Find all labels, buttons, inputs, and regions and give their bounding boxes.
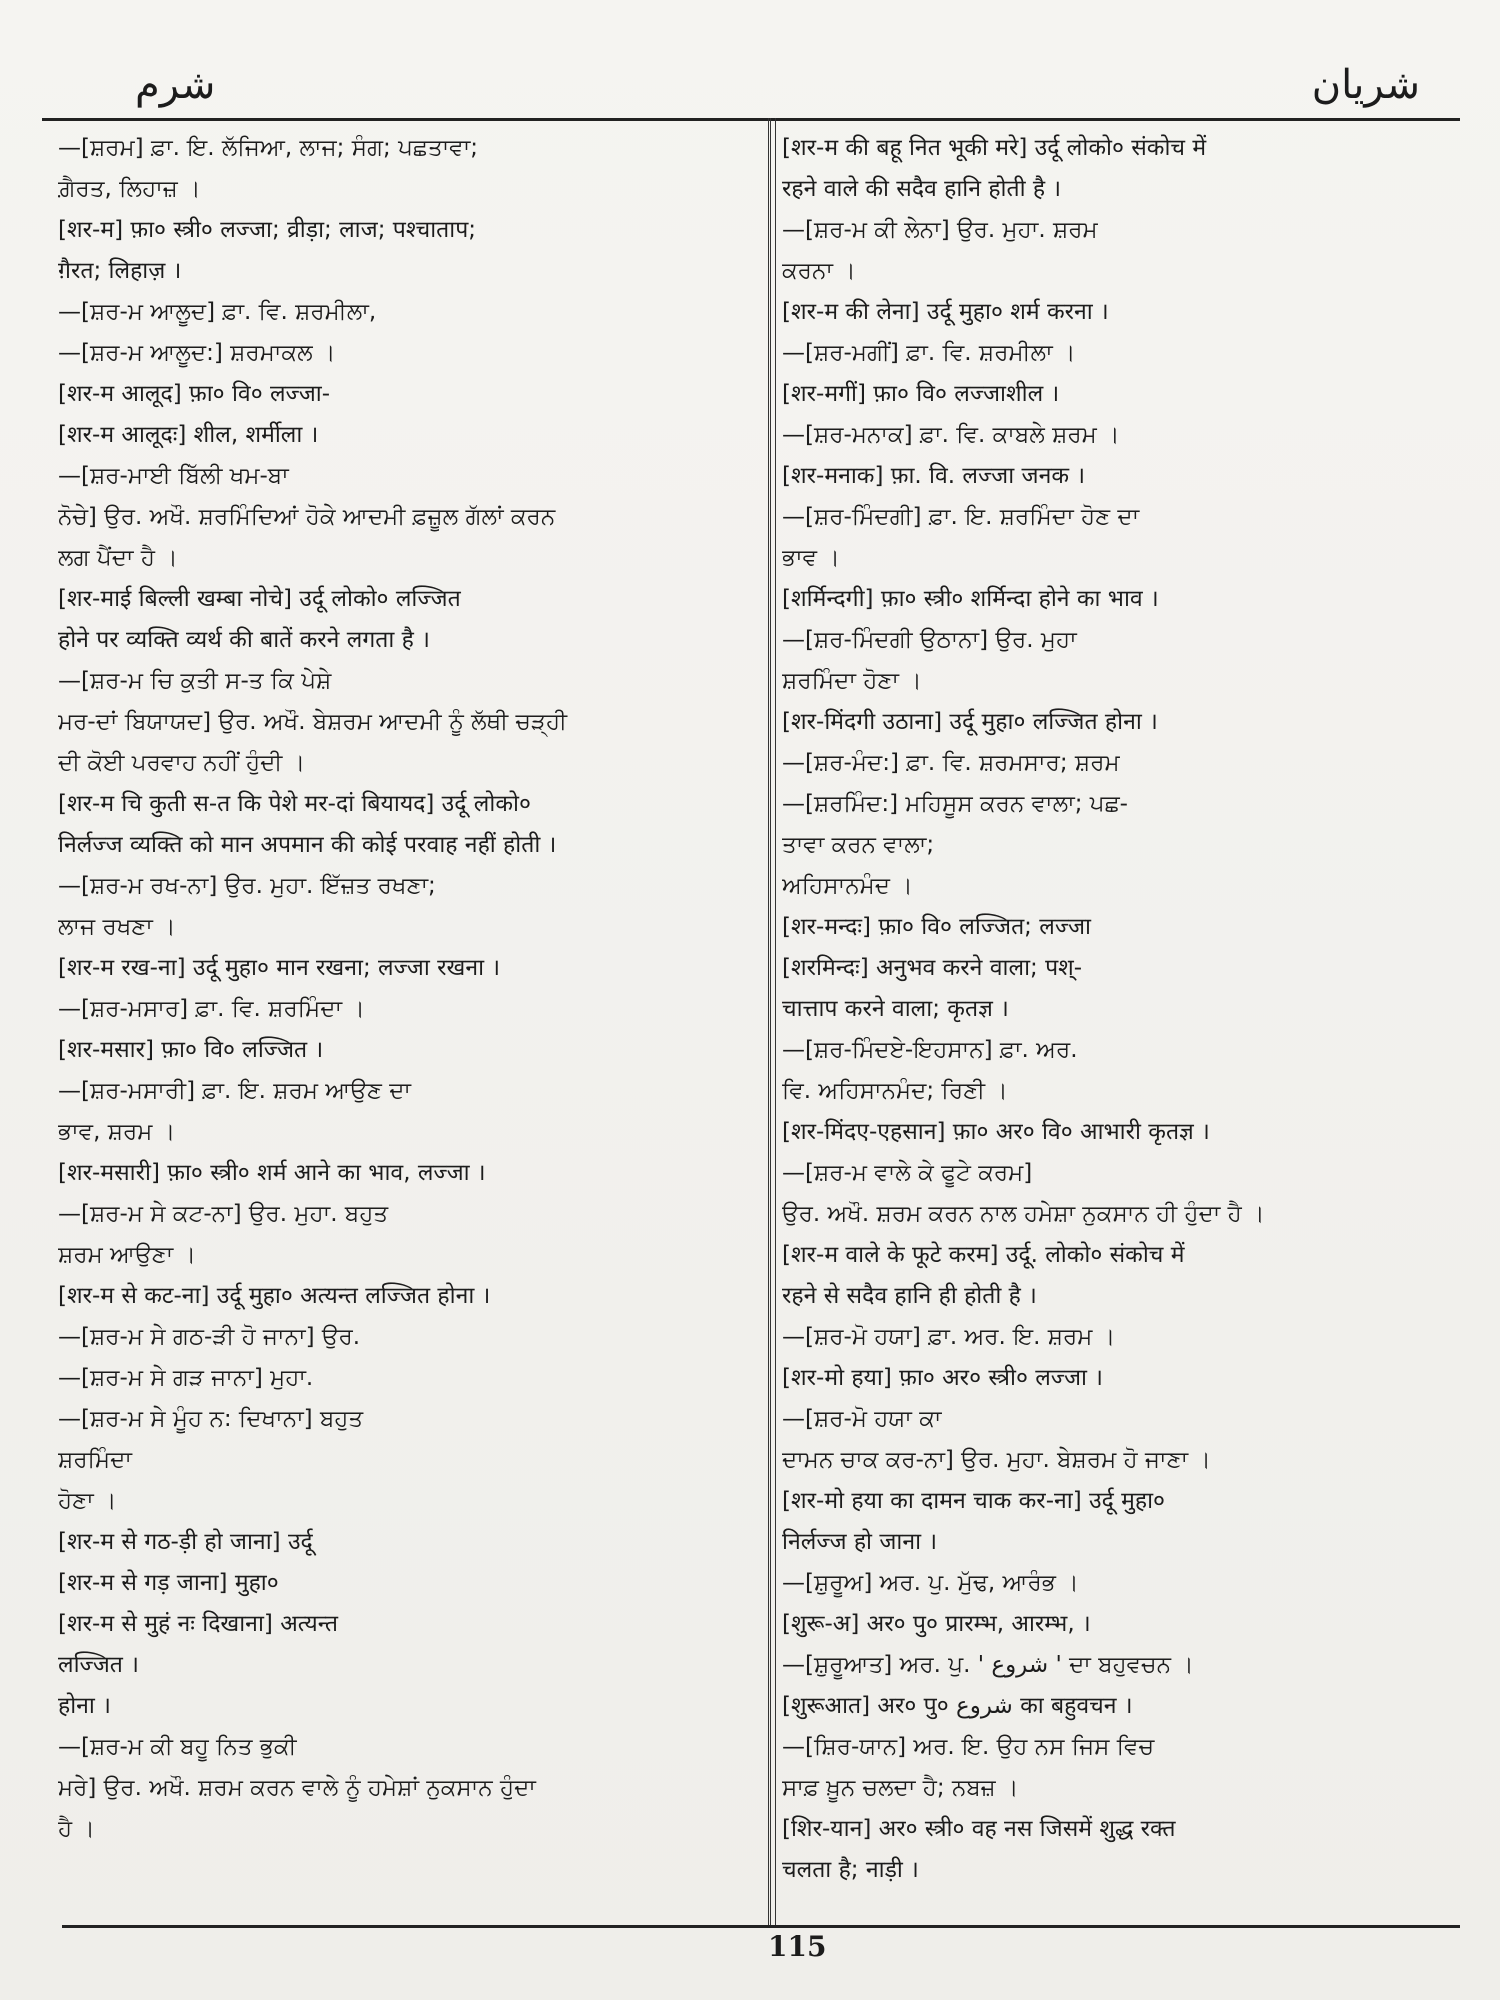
entry-line: ਲਗ ਪੈਂਦਾ ਹੈ । — [58, 545, 178, 571]
entry-line: [शर-म की लेना] उर्दू मुहा० शर्म करना । — [782, 299, 1109, 325]
entry-line: ਸ਼ਰਮਿੰਦਾ ਹੋਣਾ । — [782, 668, 922, 694]
entry-line: होना । — [58, 1693, 111, 1719]
entry-line: —[ਸ਼ਰ-ਮ ਰਖ-ਨਾ] ਉਰ. ਮੁਹਾ. ਇੱਜ਼ਤ ਰਖਣਾ; — [58, 873, 436, 899]
entry-line: ਕਰਨਾ । — [782, 258, 856, 284]
right-column — [782, 128, 1472, 1891]
entry-line: —[ਸ਼ਰ-ਮੰਦ:] ਫ਼ਾ. ਵਿ. ਸ਼ਰਮਸਾਰ; ਸ਼ਰਮ — [782, 750, 1120, 776]
entry-line: —[ਸ਼ਰ-ਮਾਈ ਬਿੱਲੀ ਖਮ-ਬਾ — [58, 463, 289, 489]
top-rule — [42, 118, 1460, 121]
entry-line: —[ਸ਼ਰਮਿੰਦ:] ਮਹਿਸੂਸ ਕਰਨ ਵਾਲਾ; ਪਛ- — [782, 791, 1128, 817]
entry-line: [शर-मिंदगी उठाना] उर्दू मुहा० लज्जित होना । — [782, 709, 1158, 735]
entry-line: —[ਸ਼ੁਰੂਆਤ] ਅਰ. ਪੁ. ' شروع ' ਦਾ ਬਹੁਵਚਨ । — [782, 1652, 1194, 1678]
entry-line: —[ਸ਼ਰ-ਮ ਸੇ ਗਠ-ੜੀ ਹੋ ਜਾਨਾ] ਉਰ. — [58, 1324, 361, 1350]
entry-line: ਸ਼ਰਮਿੰਦਾ — [58, 1447, 132, 1473]
entry-line: ਭਾਵ, ਸ਼ਰਮ । — [58, 1119, 176, 1145]
entry-line: [शर-मिंदए-एहसान] फ़ा० अर० वि० आभारी कृतज्ञ । — [782, 1119, 1210, 1145]
entry-line: [शर-मो हया का दामन चाक कर-ना] उर्दू मुहा० — [782, 1488, 1166, 1514]
entry-line: [शुरू-अ] अर० पु० प्रारम्भ, आरम्भ, । — [782, 1611, 1091, 1637]
bottom-rule — [62, 1925, 1460, 1928]
entry-line: —[ਸ਼ਰ-ਮ ਕੀ ਲੇਨਾ] ਉਰ. ਮੁਹਾ. ਸ਼ਰਮ — [782, 217, 1098, 243]
entry-line: [शर-मसार] फ़ा० वि० लज्जित । — [58, 1037, 324, 1063]
entry-line: [शर-मनाक] फ़ा. वि. लज्जा जनक । — [782, 463, 1086, 489]
entry-line: [शर-म रख-ना] उर्दू मुहा० मान रखना; लज्जा रखना । — [58, 955, 501, 981]
entry-line: [शर-माई बिल्ली खम्बा नोचे] उर्दू लोको० लज्जित — [58, 586, 461, 612]
entry-line: —[ਸ਼ਰ-ਮਗੀਂ] ਫ਼ਾ. ਵਿ. ਸ਼ਰਮੀਲਾ । — [782, 340, 1076, 366]
entry-line: —[ਸ਼ਰ-ਮ ਵਾਲੇ ਕੇ ਫੂਟੇ ਕਰਮ] — [782, 1160, 1033, 1186]
entry-line: रहने वाले की सदैव हानि होती है । — [782, 176, 1062, 202]
entry-line: [शर-म से गड़ जाना] मुहा० — [58, 1570, 279, 1596]
entry-line: ਲਾਜ ਰਖਣਾ । — [58, 914, 176, 940]
left-column — [58, 128, 748, 1850]
entry-line: —[ਸ਼ਰ-ਮਨਾਕ] ਫ਼ਾ. ਵਿ. ਕਾਬਲੇ ਸ਼ਰਮ । — [782, 422, 1120, 448]
entry-line: [शर-म से कट-ना] उर्दू मुहा० अत्यन्त लज्जित होना । — [58, 1283, 491, 1309]
entry-line: [शर-मसारी] फ़ा० स्त्री० शर्म आने का भाव, लज्जा । — [58, 1160, 486, 1186]
entry-line: लज्जित । — [58, 1652, 139, 1678]
entry-line: ਮਰ-ਦਾਂ ਬਿਯਾਯਦ] ਉਰ. ਅਖੌ. ਬੇਸ਼ਰਮ ਆਦਮੀ ਨੂੰ ਲੱਥੀ ਚੜ੍ਹੀ — [58, 709, 568, 735]
entry-line: —[ਸ਼ਰ-ਮਿੰਦਗੀ ਉਠਾਨਾ] ਉਰ. ਮੁਹਾ — [782, 627, 1077, 653]
entry-line: [शर-म आलूद] फ़ा० वि० लज्जा- — [58, 381, 331, 407]
entry-line: ग़ैरत; लिहाज़ । — [58, 258, 182, 284]
entry-line: ਗ਼ੈਰਤ, ਲਿਹਾਜ਼ । — [58, 176, 201, 202]
entry-line: [शिर-यान] अर० स्त्री० वह नस जिसमें शुद्ध रक्त — [782, 1816, 1176, 1842]
entry-line: —[ਸ਼ਰ-ਮੋ ਹਯਾ ਕਾ — [782, 1406, 942, 1432]
entry-line: [शरमिन्दः] अनुभव करने वाला; पश्- — [782, 955, 1083, 981]
entry-line: —[ਸ਼ਰ-ਮ ਚਿ ਕੁਤੀ ਸ-ਤ ਕਿ ਪੇਸ਼ੇ — [58, 668, 332, 694]
entry-line: चलता है; नाड़ी । — [782, 1857, 919, 1883]
entry-line: ਵਿ. ਅਹਿਸਾਨਮੰਦ; ਰਿਣੀ । — [782, 1078, 1008, 1104]
entry-line: ਹੈ । — [58, 1816, 95, 1842]
entry-line: [शर-म आलूदः] शील, शर्मीला । — [58, 422, 319, 448]
entry-line: [शर-मगीं] फ़ा० वि० लज्जाशील । — [782, 381, 1060, 407]
running-header-right: شریان — [1311, 62, 1420, 108]
entry-line: ਦਾਮਨ ਚਾਕ ਕਰ-ਨਾ] ਉਰ. ਮੁਹਾ. ਬੇਸ਼ਰਮ ਹੋ ਜਾਣਾ । — [782, 1447, 1211, 1473]
entry-line: [शर-म] फ़ा० स्त्री० लज्जा; व्रीड़ा; लाज; पश्चाताप; — [58, 217, 477, 243]
entry-line: —[ਸ਼ਰ-ਮ ਆਲੂਦ] ਫ਼ਾ. ਵਿ. ਸ਼ਰਮੀਲਾ, — [58, 299, 377, 325]
entry-line: रहने से सदैव हानि ही होती है । — [782, 1283, 1037, 1309]
entry-line: ਦੀ ਕੋਈ ਪਰਵਾਹ ਨਹੀਂ ਹੁੰਦੀ । — [58, 750, 306, 776]
entry-line: [शुरूआत] अर० पु० شروع का बहुवचन । — [782, 1693, 1133, 1719]
entry-line: —[ਸ਼ਰ-ਮਸਾਰੀ] ਫ਼ਾ. ਇ. ਸ਼ਰਮ ਆਉਣ ਦਾ — [58, 1078, 412, 1104]
page-number: 115 — [768, 1930, 827, 1963]
entry-line: ਮਰੇ] ਉਰ. ਅਖੌ. ਸ਼ਰਮ ਕਰਨ ਵਾਲੇ ਨੂੰ ਹਮੇਸ਼ਾਂ ਨੁਕਸਾਨ ਹੁੰਦਾ — [58, 1775, 536, 1801]
column-divider — [768, 118, 776, 1925]
entry-line: निर्लज्ज व्यक्ति को मान अपमान की कोई परवाह नहीं होती । — [58, 832, 557, 858]
entry-line: —[ਸ਼ਰ-ਮ ਸੇ ਕਟ-ਨਾ] ਉਰ. ਮੁਹਾ. ਬਹੁਤ — [58, 1201, 389, 1227]
entry-line: ਭਾਵ । — [782, 545, 840, 571]
entry-line: [शर-म की बहू नित भूकी मरे] उर्दू लोको० संकोच में — [782, 135, 1207, 161]
entry-line: —[ਸ਼ਰ-ਮਿੰਦਗੀ] ਫ਼ਾ. ਇ. ਸ਼ਰਮਿੰਦਾ ਹੋਣ ਦਾ — [782, 504, 1140, 530]
entry-line: होने पर व्यक्ति व्यर्थ की बातें करने लगता है । — [58, 627, 430, 653]
entry-line: ਅਹਿਸਾਨਮੰਦ । — [782, 873, 913, 899]
entry-line: [शर-म वाले के फूटे करम] उर्दू. लोको० संकोच में — [782, 1242, 1185, 1268]
entry-line: [शर-म चि कुती स-त कि पेशे मर-दां बियायद] उर्दू लोको० — [58, 791, 531, 817]
entry-line: ਤਾਵਾ ਕਰਨ ਵਾਲਾ; — [782, 832, 935, 858]
entry-line: [शर-मन्दः] फ़ा० वि० लज्जित; लज्जा — [782, 914, 1092, 940]
entry-line: —[ਸ਼ਰ-ਮ ਸੇ ਗੜ ਜਾਨਾ] ਮੁਹਾ. — [58, 1365, 314, 1391]
entry-line: —[ਸ਼ਰ-ਮੋ ਹਯਾ] ਫ਼ਾ. ਅਰ. ਇ. ਸ਼ਰਮ । — [782, 1324, 1116, 1350]
entry-line: निर्लज्ज हो जाना । — [782, 1529, 938, 1555]
entry-line: —[ਸ਼ਰ-ਮ ਸੇ ਮੂੰਹ ਨ: ਦਿਖਾਨਾ] ਬਹੁਤ — [58, 1406, 364, 1432]
entry-line: —[ਸ਼ਰਮ] ਫ਼ਾ. ਇ. ਲੱਜਿਆ, ਲਾਜ; ਸੰਗ; ਪਛਤਾਵਾ; — [58, 135, 479, 161]
entry-line: —[ਸ਼ਿਰ-ਯਾਨ] ਅਰ. ਇ. ਉਹ ਨਸ ਜਿਸ ਵਿਚ — [782, 1734, 1155, 1760]
entry-line: [शर-म से गठ-ड़ी हो जाना] उर्दू — [58, 1529, 313, 1555]
entry-line: —[ਸ਼ਰ-ਮ ਕੀ ਬਹੂ ਨਿਤ ਭੁਕੀ — [58, 1734, 297, 1760]
entry-line: ਸ਼ਰਮ ਆਉਣਾ । — [58, 1242, 197, 1268]
entry-line: —[ਸ਼ਰ-ਮ ਆਲੂਦ:] ਸ਼ਰਮਾਕਲ । — [58, 340, 336, 366]
entry-line: ਸਾਫ਼ ਖ਼ੂਨ ਚਲਦਾ ਹੈ; ਨਬਜ਼ । — [782, 1775, 1019, 1801]
entry-line: ਉਰ. ਅਖੌ. ਸ਼ਰਮ ਕਰਨ ਨਾਲ ਹਮੇਸ਼ਾ ਨੁਕਸਾਨ ਹੀ ਹੁੰਦਾ ਹੈ । — [782, 1201, 1265, 1227]
running-header-left: شرم — [135, 62, 216, 108]
entry-line: [शर्मिन्दगी] फ़ा० स्त्री० शर्मिन्दा होने का भाव । — [782, 586, 1159, 612]
entry-line: ਹੋਣਾ । — [58, 1488, 117, 1514]
entry-line: —[ਸ਼ੁਰੂਅ] ਅਰ. ਪੁ. ਮੁੱਢ, ਆਰੰਭ । — [782, 1570, 1079, 1596]
entry-line: —[ਸ਼ਰ-ਮਸਾਰ] ਫ਼ਾ. ਵਿ. ਸ਼ਰਮਿੰਦਾ । — [58, 996, 365, 1022]
entry-line: [शर-मो हया] फ़ा० अर० स्त्री० लज्जा । — [782, 1365, 1104, 1391]
entry-line: —[ਸ਼ਰ-ਮਿੰਦਏ-ਇਹਸਾਨ] ਫ਼ਾ. ਅਰ. — [782, 1037, 1078, 1063]
entry-line: ਨੋਚੇ] ਉਰ. ਅਖੌ. ਸ਼ਰਮਿੰਦਿਆਂ ਹੋਕੇ ਆਦਮੀ ਫ਼ਜ਼ੂਲ ਗੱਲਾਂ ਕਰਨ — [58, 504, 556, 530]
entry-line: [शर-म से मुहं नः दिखाना] अत्यन्त — [58, 1611, 338, 1637]
entry-line: चात्ताप करने वाला; कृतज्ञ । — [782, 996, 1009, 1022]
